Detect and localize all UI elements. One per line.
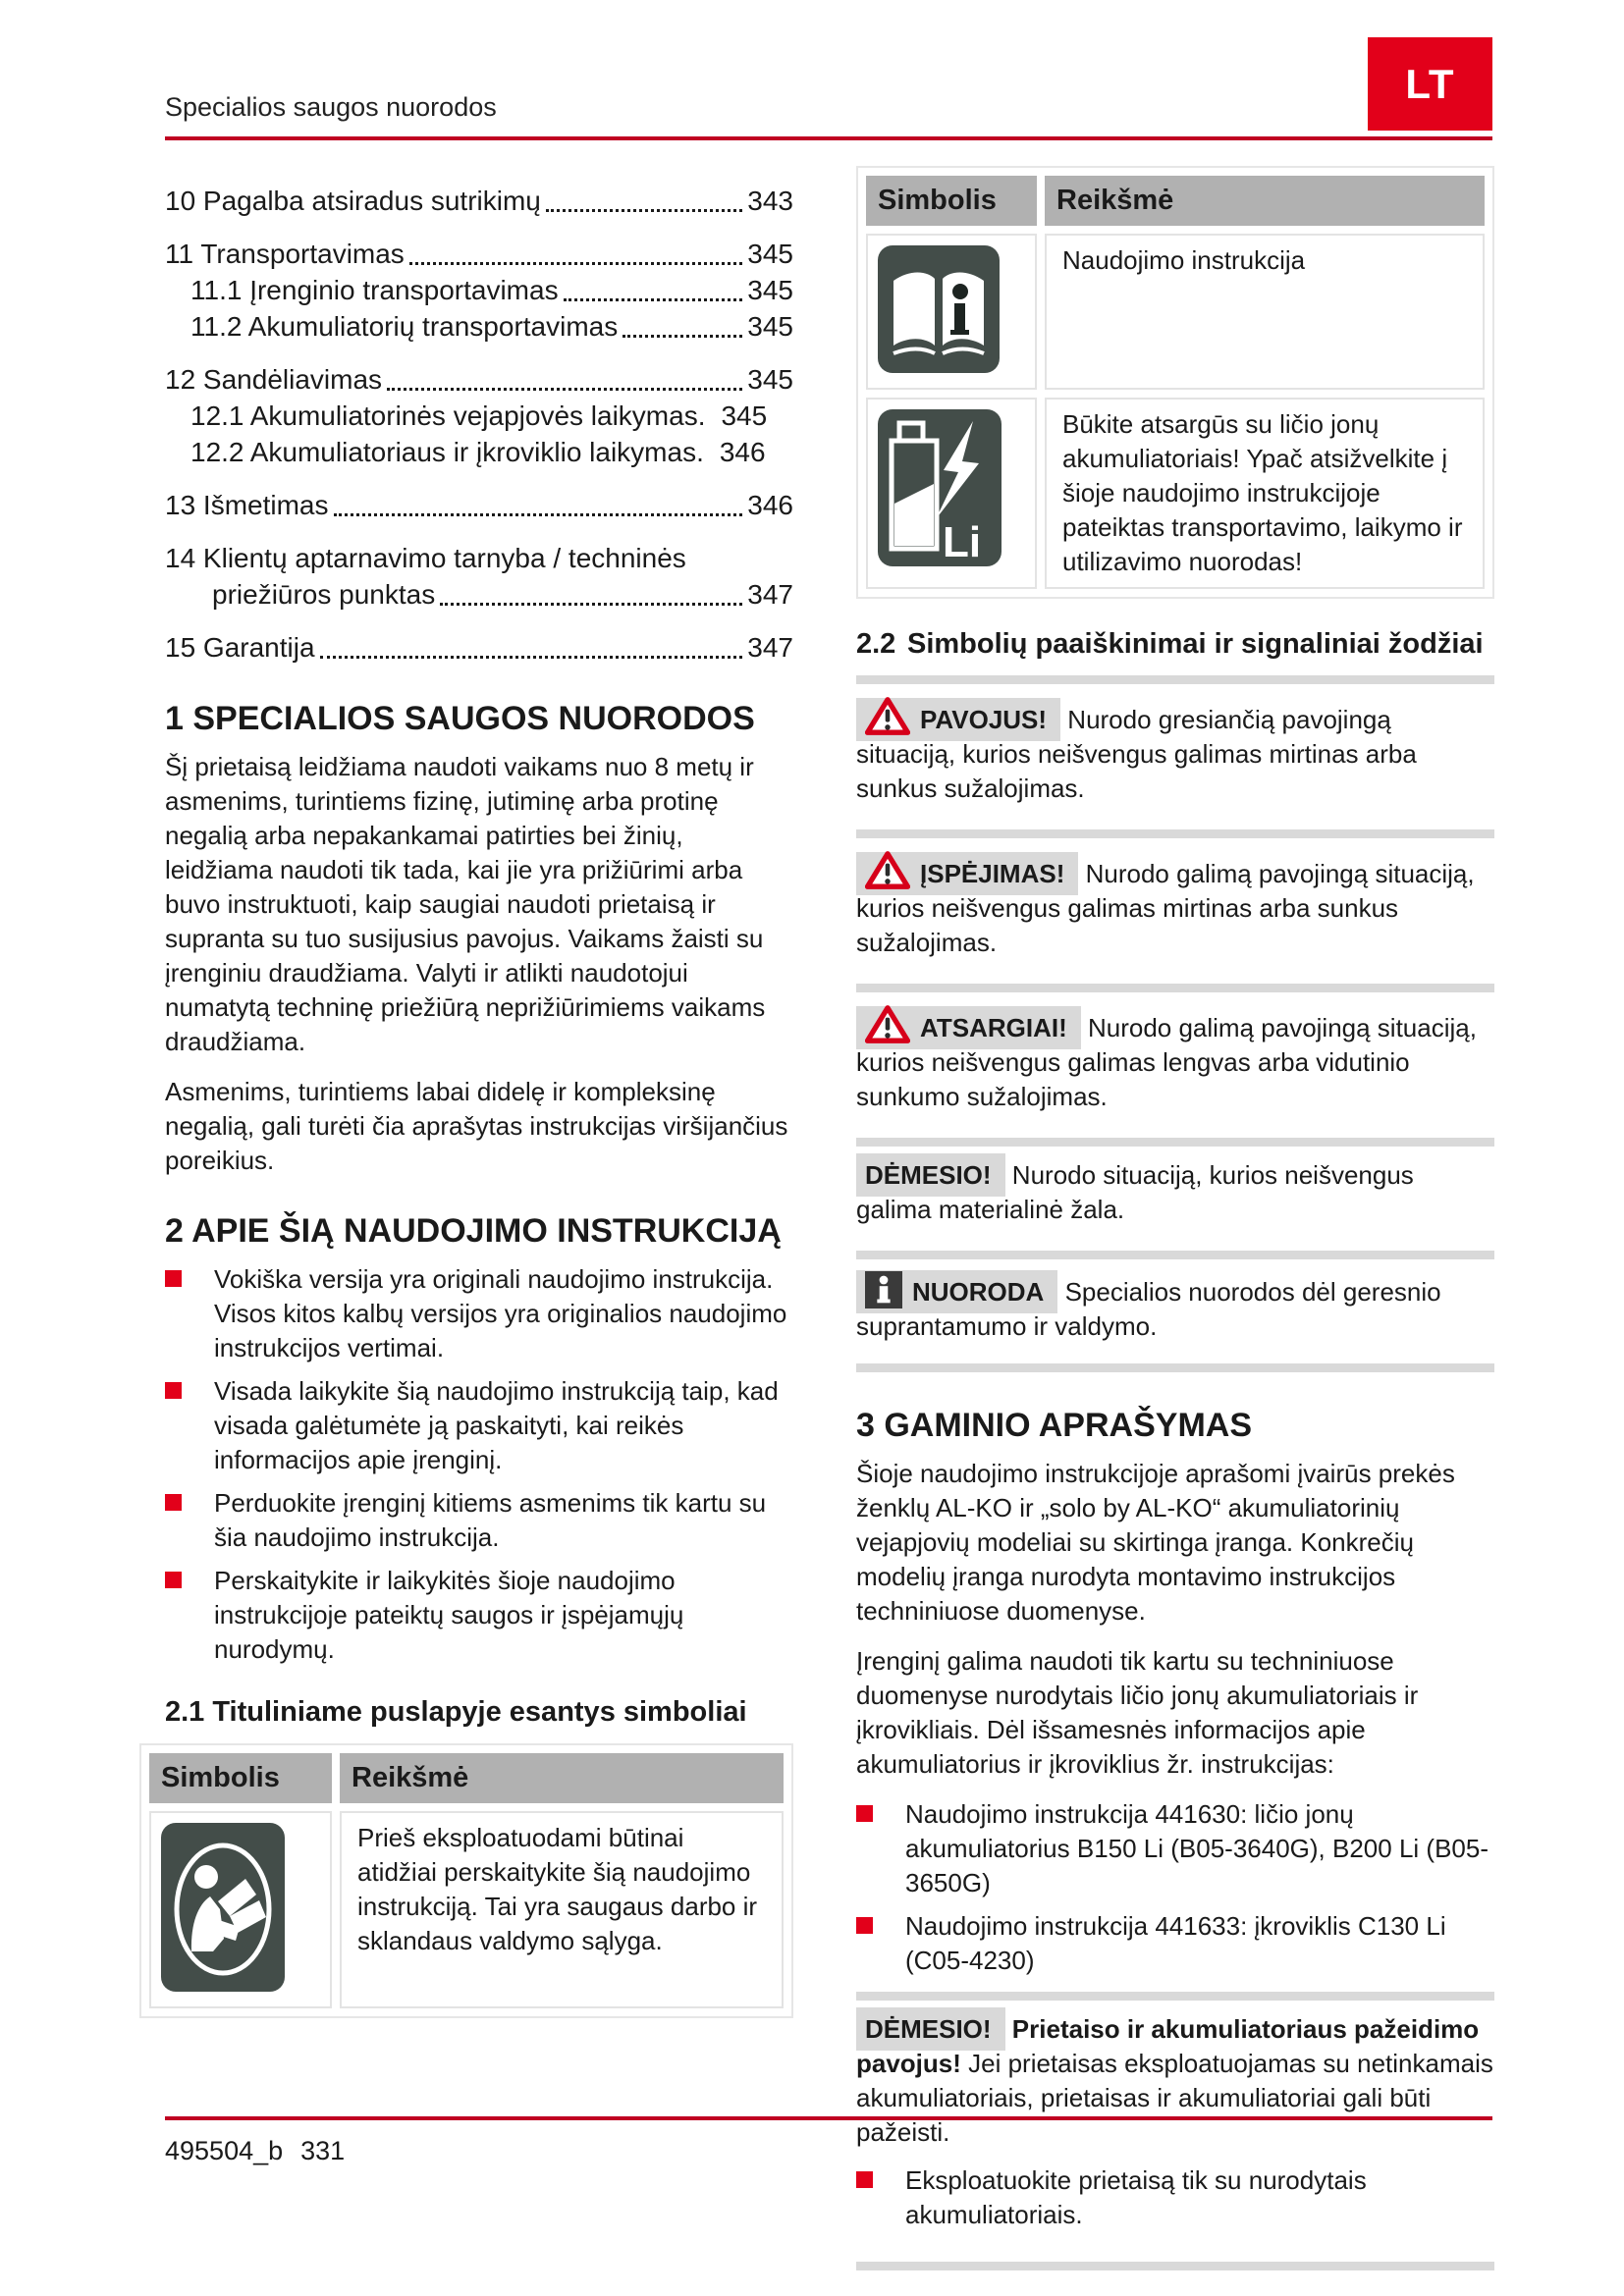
warning-text: DĖMESIO! Nurodo situaciją, kurios neišvengus galima materialinė žala. — [856, 1158, 1494, 1227]
red-square-bullet-icon — [165, 1572, 182, 1588]
warning-block — [856, 984, 1494, 1114]
title-page-symbols-table — [139, 1743, 793, 2018]
section-3-bullet-list — [856, 1797, 1494, 1978]
toc-entry-label: 13 Išmetimas — [165, 490, 329, 520]
right-column — [856, 166, 1494, 2294]
page-header — [165, 0, 1492, 140]
document-code: 495504_b — [165, 2136, 284, 2165]
signal-word: ĮSPĖJIMAS! — [856, 852, 1078, 895]
bullet-item — [856, 1797, 1494, 1900]
battery-li-icon — [866, 398, 1037, 589]
section-3-paragraph: Įrenginį galima naudoti tik kartu su techniniuose duomenyse nurodytais ličio jonų akumuliatoriais ir įkrovikliais. Dėl išsamesnės informacijos apie akumuliatorius ir įkroviklius žr. instrukcijas: — [856, 1646, 1419, 1779]
red-square-bullet-icon — [165, 1270, 182, 1287]
section-3-paragraph: Šioje naudojimo instrukcijoje aprašomi įvairūs prekės ženklų AL-KO ir „solo by AL-KO“ akumuliatorinių vejapjovių modeliai su skirtinga įranga. Konkrečių modelių įranga nurodyta montavimo instrukcijos techniniuose duomenyse. — [856, 1459, 1455, 1626]
toc-entry — [190, 434, 793, 470]
toc-entry-label: 12.1 Akumuliatorinės vejapjovės laikymas. — [190, 400, 706, 431]
svg-text:Li: Li — [943, 518, 982, 566]
info-note-icon — [865, 1277, 912, 1307]
bullet-item — [856, 2163, 1494, 2232]
toc-entry-label: 11 Transportavimas — [165, 239, 405, 269]
toc-entry — [165, 361, 793, 398]
red-square-bullet-icon — [165, 1382, 182, 1399]
warning-text: NUORODA Specialios nuorodos dėl geresnio suprantamumo ir valdymo. — [856, 1271, 1494, 1344]
running-header: Specialios saugos nuorodos — [165, 92, 497, 122]
warning-text: ATSARGIAI! Nurodo galimą pavojingą situaciją, kurios neišvengus galimas lengvas arba vidutinio sunkumo sužalojimas. — [856, 1004, 1494, 1114]
symbol-meaning-text: Prieš eksploatuodami būtinai atidžiai perskaitykite šią naudojimo instrukciją. Tai yra saugaus darbo ir sklandaus valdymo sąlyga. — [340, 1811, 784, 2008]
signal-word: PAVOJUS! — [856, 698, 1060, 741]
warning-triangle-icon — [865, 859, 920, 888]
toc-dot-leader — [623, 335, 742, 338]
left-column — [161, 166, 793, 2294]
cover-symbols-table — [856, 166, 1494, 599]
section-2-bullet-list — [165, 1262, 793, 1667]
toc-dot-leader — [546, 209, 742, 212]
toc-page-number: 346 — [719, 437, 766, 467]
warning-block — [856, 829, 1494, 960]
two-column-layout — [161, 166, 1493, 2294]
toc-entry-label: 10 Pagalba atsiradus sutrikimų — [165, 186, 541, 216]
toc-dot-leader — [564, 298, 743, 301]
symbol-meaning-text: Naudojimo instrukcija — [1045, 234, 1485, 390]
table-header-row — [149, 1753, 784, 1803]
signal-word: DĖMESIO! — [856, 1153, 1005, 1197]
toc-entry-label: 11.1 Įrenginio transportavimas — [190, 275, 559, 305]
section-2-2-title — [856, 626, 1494, 662]
section-number: 2.2 — [856, 628, 896, 660]
toc-entry — [165, 236, 793, 272]
section-2-title: 2 APIE ŠIĄ NAUDOJIMO INSTRUKCIJĄ — [165, 1212, 782, 1250]
column-header-symbol: Simbolis — [866, 176, 1037, 226]
bullet-text: Naudojimo instrukcija 441633: įkroviklis C130 Li (C05-4230) — [905, 1911, 1446, 1975]
bullet-text: Naudojimo instrukcija 441630: ličio jonų akumuliatorius B150 Li (B05-3640G), B200 Li (B05-3650G) — [905, 1799, 1489, 1897]
column-header-meaning: Reikšmė — [340, 1753, 784, 1803]
warning-block — [856, 1138, 1494, 1227]
toc-dot-leader — [409, 262, 742, 265]
red-square-bullet-icon — [165, 1494, 182, 1511]
toc-page-number: 345 — [747, 275, 793, 305]
toc-entry — [190, 272, 793, 308]
toc-entry — [165, 183, 793, 219]
table-row — [866, 398, 1485, 589]
section-3-title: 3 GAMINIO APRAŠYMAS — [856, 1407, 1253, 1444]
toc-entry — [190, 308, 793, 345]
toc-entry-label: priežiūros punktas — [212, 579, 436, 610]
table-of-contents — [165, 183, 793, 666]
bullet-item — [165, 1486, 793, 1555]
bullet-text: Vokiška versija yra originali naudojimo instrukcija. Visos kitos kalbų versijos yra originalios naudojimo instrukcijos vertimai. — [214, 1264, 787, 1362]
toc-dot-leader — [334, 513, 743, 516]
section-1-title: 1 SPECIALIOS SAUGOS NUORODOS — [165, 700, 755, 737]
toc-entry-label: 15 Garantija — [165, 632, 315, 663]
page-footer — [165, 2116, 1492, 2166]
section-title-text: Simbolių paaiškinimai ir signaliniai žodžiai — [907, 628, 1484, 660]
toc-page-number: 345 — [747, 311, 793, 342]
toc-entry-label: 12 Sandėliavimas — [165, 364, 383, 395]
bullet-text: Visada laikykite šią naudojimo instrukciją taip, kad visada galėtumėte ją paskaityti, kai reikės informacijos apie įrenginį. — [214, 1376, 779, 1474]
manual-book-icon — [866, 234, 1037, 390]
battery-li-icon — [878, 409, 1025, 571]
section-2-1-title: 2.1 Tituliniame puslapyje esantys simboliai — [165, 1696, 747, 1728]
signal-word: ATSARGIAI! — [856, 1006, 1081, 1049]
table-row — [866, 234, 1485, 390]
notice-bullet-list — [856, 2163, 1494, 2232]
notice-text: DĖMESIO! Prietaiso ir akumuliatoriaus pažeidimo pavojus! Jei prietaisas eksploatuojamas su netinkamais akumuliatoriais, prietaisas ir akumuliatoriai gali būti pažeisti. — [856, 2012, 1494, 2150]
toc-dot-leader — [440, 603, 742, 606]
column-header-meaning: Reikšmė — [1045, 176, 1485, 226]
toc-entry — [165, 540, 793, 576]
read-book-icon — [161, 1823, 320, 1997]
toc-page-number: 347 — [747, 632, 793, 663]
toc-entry-continuation — [212, 576, 793, 613]
bullet-item — [165, 1262, 793, 1365]
warning-text: PAVOJUS! Nurodo gresiančią pavojingą situaciją, kurios neišvengus galimas mirtinas arba sunkus sužalojimas. — [856, 696, 1494, 806]
toc-page-number: 343 — [747, 186, 793, 216]
red-square-bullet-icon — [856, 2171, 873, 2188]
section-1-paragraph: Asmenims, turintiems labai didelę ir kompleksinę negalią, gali turėti čia aprašytas instrukcijas viršijančius poreikius. — [165, 1077, 788, 1175]
bullet-text: Eksploatuokite prietaisą tik su nurodytais akumuliatoriais. — [905, 2165, 1367, 2229]
manual-book-icon — [878, 245, 1025, 378]
warning-triangle-icon — [865, 1013, 920, 1042]
toc-dot-leader — [387, 388, 742, 391]
table-row — [149, 1811, 784, 2008]
red-square-bullet-icon — [856, 1805, 873, 1822]
page-number: 331 — [300, 2136, 346, 2165]
bullet-text: Perskaitykite ir laikykitės šioje naudojimo instrukcijoje pateiktų saugos ir įspėjamųjų nurodymų. — [214, 1566, 684, 1664]
toc-page-number: 345 — [721, 400, 768, 431]
notice-bold-text: Prietaiso ir akumuliatoriaus pažeidimo pavojus! — [856, 2014, 1480, 2078]
bullet-text: Perduokite įrenginį kitiems asmenims tik kartu su šia naudojimo instrukcija. — [214, 1488, 767, 1552]
read-book-icon — [149, 1811, 332, 2008]
signal-word: NUORODA — [856, 1270, 1057, 1313]
toc-dot-leader — [320, 656, 743, 659]
bullet-item — [856, 1909, 1494, 1978]
table-header-row — [866, 176, 1485, 226]
language-badge: LT — [1368, 37, 1492, 131]
toc-entry — [165, 487, 793, 523]
toc-page-number: 345 — [747, 239, 793, 269]
signal-word: DĖMESIO! — [856, 2007, 1005, 2051]
section-1-paragraph: Šį prietaisą leidžiama naudoti vaikams nuo 8 metų ir asmenims, turintiems fizinę, jutiminę arba protinę negalią arba nepakankamai patirties bei žinių, leidžiama naudoti tik tada, kai jie yra prižiūrimi arba buvo instruktuoti, kaip saugiai naudoti prietaisą ir supranta su tuo susijusius pavojus. Vaikams žaisti su įrenginiu draudžiama. Valyti ir atlikti naudotojui numatytą techninę priežiūrą neprižiūrimiems vaikams draudžiama. — [165, 752, 766, 1056]
toc-entry — [165, 629, 793, 666]
warning-text: ĮSPĖJIMAS! Nurodo galimą pavojingą situaciją, kurios neišvengus galimas mirtinas arba sunkus sužalojimas. — [856, 850, 1494, 960]
warning-triangle-icon — [865, 705, 920, 734]
warning-block — [856, 1251, 1494, 1372]
toc-page-number: 345 — [747, 364, 793, 395]
symbol-meaning-text: Būkite atsargūs su ličio jonų akumuliatoriais! Ypač atsižvelkite į šioje naudojimo instrukcijoje pateiktas transportavimo, laikymo ir utilizavimo nuorodas! — [1045, 398, 1485, 589]
bullet-item — [165, 1374, 793, 1477]
warning-block — [856, 675, 1494, 806]
toc-entry-label: 12.2 Akumuliatoriaus ir įkroviklio laikymas. — [190, 437, 704, 467]
toc-page-number: 346 — [747, 490, 793, 520]
bullet-item — [165, 1564, 793, 1667]
toc-entry — [190, 398, 793, 434]
toc-entry-label: 14 Klientų aptarnavimo tarnyba / techninės — [165, 543, 686, 573]
column-header-symbol: Simbolis — [149, 1753, 332, 1803]
toc-page-number: 347 — [747, 579, 793, 610]
signal-word-blocks — [856, 675, 1494, 1372]
toc-entry-label: 11.2 Akumuliatorių transportavimas — [190, 311, 619, 342]
red-square-bullet-icon — [856, 1917, 873, 1934]
